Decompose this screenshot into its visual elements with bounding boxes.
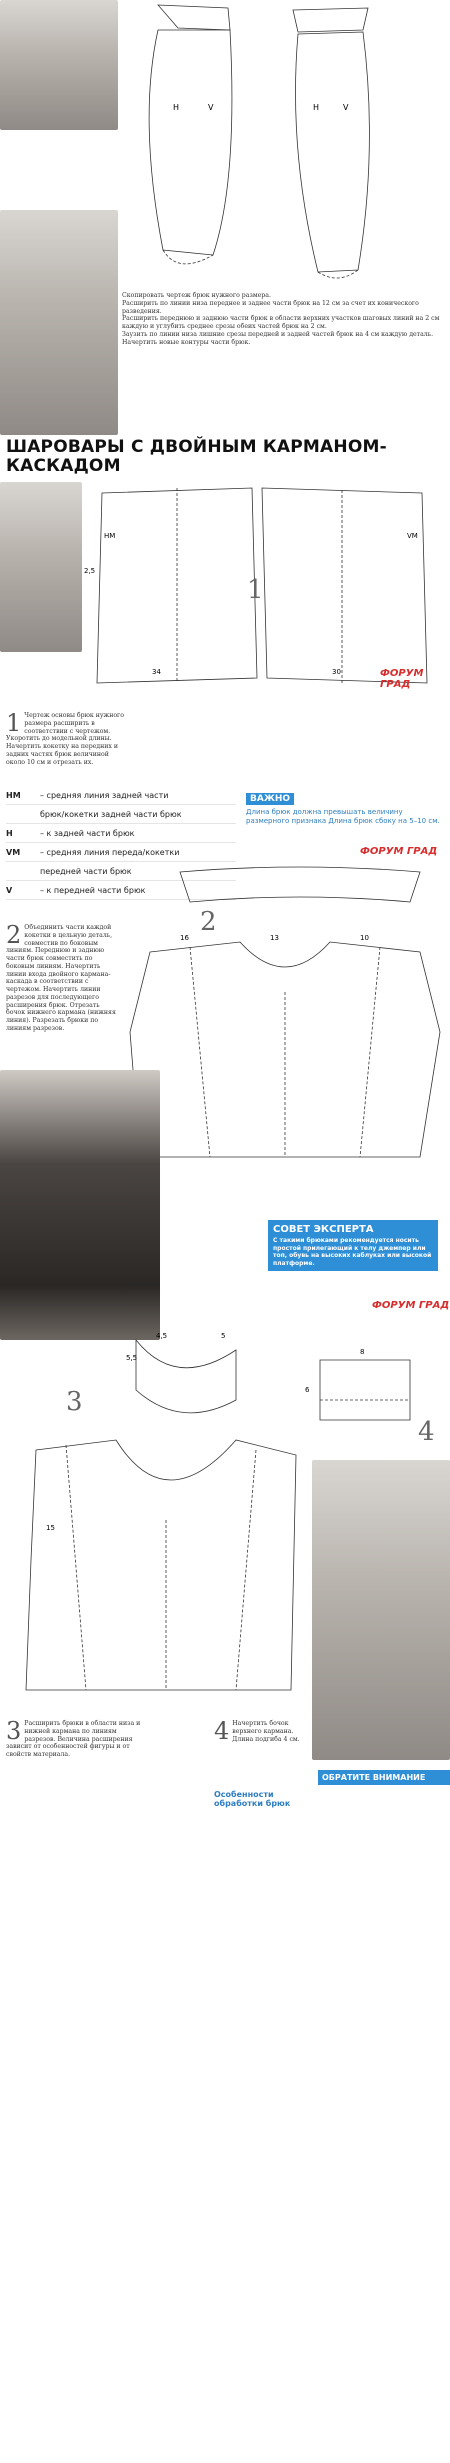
pattern-label-VM-1: VM (407, 532, 418, 540)
step2-block (6, 921, 118, 1033)
expert-text: С такими брюками рекомендуется носить простой прилегающий к телу джемпер или топ, обувь на высоких каблуках или высокой платформе. (273, 1237, 432, 1267)
legend-row (6, 786, 236, 805)
legend-label: брюк/кокетки задней части брюк (40, 809, 182, 819)
model-photo-jacket (0, 1070, 160, 1340)
legend-row (6, 824, 236, 843)
pattern-number-2: 2 (200, 907, 217, 937)
pattern-label-V-top: V (208, 103, 214, 112)
forum-badge-1: ФОРУМ ГРАД (380, 668, 424, 690)
pattern-measure-25: 2,5 (84, 567, 96, 575)
important-box (246, 786, 442, 826)
features-title: Особенности обработки брюк (214, 1790, 291, 1808)
step4-number: 4 (214, 1717, 230, 1745)
important-text: Длина брюк должна превышать величину размерного признака Длина брюк сбоку на 5–10 см. (246, 808, 440, 825)
legend-key: H (6, 828, 13, 838)
step4-text: Начертить бочок верхнего кармана. Длина подгиба 4 см. (232, 1720, 300, 1743)
top-paragraph-3: Расширить переднюю и заднюю части брюк в области верхних участков шаговых линий на 2 см каждую и углубить среднее срезы обеих частей брюк на 2 см. (122, 315, 440, 330)
top-instructions (122, 292, 440, 346)
section-title: ШАРОВАРЫ С ДВОЙНЫМ КАРМАНОМ-КАСКАДОМ (6, 437, 387, 476)
legend-label: – средняя линия задней части (40, 790, 169, 800)
pattern-number-4: 4 (418, 1417, 435, 1447)
step3-text: Расширить брюки в области низа и нижней кармана по линиям разрезов. Величина расширения зависит от особенностей фигуры и от свойств материала. (6, 1720, 141, 1758)
pattern-measure-8: 8 (360, 1348, 365, 1356)
pattern-measure-5: 5 (221, 1332, 226, 1340)
legend-key: VM (6, 847, 21, 857)
pattern-measure-6: 6 (305, 1386, 310, 1394)
step3-block (6, 1717, 146, 1759)
step1-block (6, 709, 126, 766)
important-label: ВАЖНО (246, 793, 294, 805)
pattern-number-3: 3 (66, 1387, 83, 1417)
pattern-measure-45: 4,5 (156, 1332, 168, 1340)
pattern-step3 (6, 1330, 306, 1710)
step2-number: 2 (6, 921, 22, 949)
pattern-step4 (300, 1340, 450, 1450)
forum-badge-2: ФОРУМ ГРАД (360, 846, 438, 857)
step2-text: Объединить части каждой кокетки в цельную деталь, совместив по боковым линиям. Переднюю и заднюю части брюк совместить по боковым линиям. Начертить линии входа двойного кармана-каскада в соответствии с чертежом. Начертить линии разрезов для последующего расширения брюк. Отрезать бочок нижнего кармана (нижняя линия). Разрезать брюки по линиям разрезов. (6, 924, 116, 1032)
pattern-measure-55: 5,5 (126, 1354, 138, 1362)
pattern-measure-34: 34 (152, 668, 161, 676)
legend-key: V (6, 885, 13, 895)
legend-label: передней части брюк (40, 866, 132, 876)
model-photo-top (0, 0, 118, 130)
top-paragraph-1: Скопировать чертеж брюк нужного размера. (122, 292, 271, 299)
attention-banner: ОБРАТИТЕ ВНИМАНИЕ (318, 1770, 450, 1785)
pattern-number-1: 1 (247, 575, 264, 605)
top-paragraph-5: Начертить новые контуры части брюк. (122, 338, 251, 346)
legend-label: – средняя линия переда/кокетки (40, 847, 180, 857)
pattern-measure-10: 10 (360, 934, 369, 942)
expert-box (268, 1220, 438, 1271)
top-paragraph-2: Расширить по линии низа переднее и заднее части брюк на 12 см за счет их конического разведения. (122, 299, 419, 315)
model-photo-harem (0, 482, 82, 652)
legend-row (6, 843, 236, 862)
step1-text: Чертеж основы брюк нужного размера расширить в соответствии с чертежом. Укоротить до модельной длины. Начертить кокетку на передних и задних частях брюк величиной около 10 см и отрезать их. (6, 712, 125, 766)
legend-label: – к передней части брюк (40, 885, 146, 895)
pattern-measure-16: 16 (180, 934, 189, 942)
expert-title: СОВЕТ ЭКСПЕРТА (273, 1224, 374, 1235)
pattern-measure-30: 30 (332, 668, 341, 676)
step1-number: 1 (6, 709, 22, 737)
pattern-top (118, 0, 450, 290)
legend-label: – к задней части брюк (40, 828, 135, 838)
top-paragraph-4: Заузить по линии низа лишние срезы передней и задней частей брюк на 4 см каждую деталь. (122, 330, 434, 338)
pattern-label-V-top2: V (343, 103, 349, 112)
pattern-label-H-top2: H (313, 103, 320, 112)
pattern-measure-13: 13 (270, 934, 279, 942)
pattern-step1 (82, 478, 450, 698)
pattern-label-HM-1: HM (104, 532, 116, 540)
pattern-measure-15: 15 (46, 1524, 55, 1532)
pattern-step2 (120, 907, 450, 1167)
pattern-label-H-top: H (173, 103, 180, 112)
forum-badge-3: ФОРУМ ГРАД (372, 1300, 450, 1311)
step4-block (214, 1717, 306, 1745)
model-photo-silk (0, 210, 118, 435)
legend-row (6, 805, 236, 824)
step3-number: 3 (6, 1717, 22, 1745)
legend-key: HM (6, 790, 21, 800)
model-photo-blouse (312, 1460, 450, 1760)
